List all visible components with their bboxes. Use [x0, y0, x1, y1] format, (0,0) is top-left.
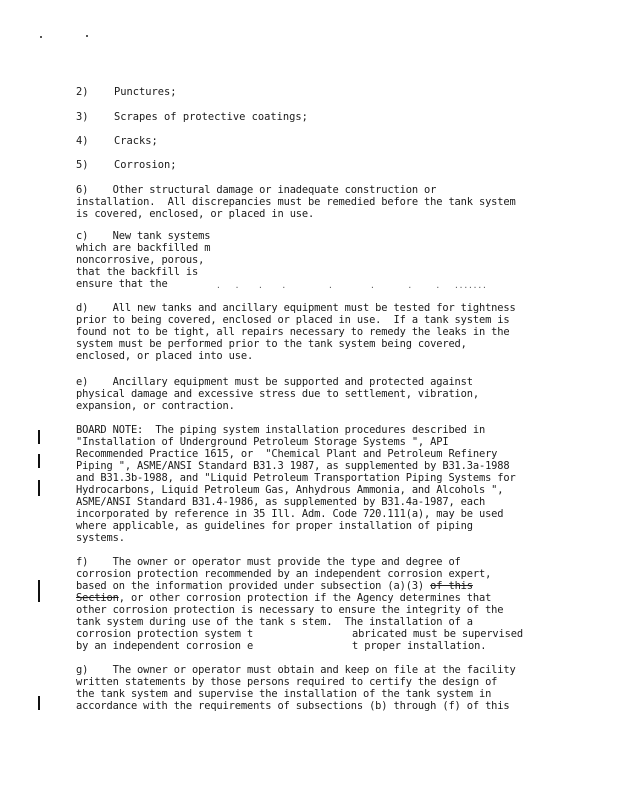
revision-bar [38, 580, 40, 602]
revision-bar [38, 480, 40, 496]
scan-speck [86, 35, 88, 37]
list-item-text: Scrapes of protective coatings; [114, 111, 308, 123]
paragraph-e-line: e) Ancillary equipment must be supported and protected against [76, 376, 473, 388]
paragraph-6-line: is covered, enclosed, or placed in use. [76, 208, 315, 220]
paragraph-d-line: found not to be tight, all repairs necessary to remedy the leaks in the [76, 326, 510, 338]
revision-bar [38, 430, 40, 444]
list-item-text: Cracks; [114, 135, 158, 147]
board-note-line: where applicable, as guidelines for proper installation of piping [76, 520, 473, 532]
list-item-number: 3) [76, 111, 89, 123]
paragraph-f-text: , or other corrosion protection if the Agency determines that [118, 592, 492, 604]
paragraph-f-line: f) The owner or operator must provide the type and degree of [76, 556, 461, 568]
paragraph-f-line: other corrosion protection is necessary to ensure the integrity of the [76, 604, 504, 616]
paragraph-c-line: ensure that the [76, 278, 168, 290]
paragraph-f-line: by an independent corrosion e [76, 640, 254, 652]
board-note-line: BOARD NOTE: The piping system installation procedures described in [76, 424, 486, 436]
scan-speck [40, 36, 42, 38]
paragraph-d-line: system must be performed prior to the tank system being covered, [76, 338, 467, 350]
paragraph-f-line: t proper installation. [352, 640, 487, 652]
paragraph-g-line: g) The owner or operator must obtain and keep on file at the facility [76, 664, 516, 676]
board-note-line: and B31.3b-1988, and "Liquid Petroleum Transportation Piping Systems for [76, 472, 516, 484]
paragraph-f-line: corrosion protection recommended by an independent corrosion expert, [76, 568, 492, 580]
struck-text: Section [76, 592, 119, 604]
paragraph-e-line: physical damage and excessive stress due to settlement, vibration, [76, 388, 479, 400]
paragraph-f-line: tank system during use of the tank s stem. The installation of a [76, 616, 473, 628]
struck-text: of this [430, 580, 473, 592]
paragraph-c-line: which are backfilled m [76, 242, 211, 254]
board-note-line: Piping ", ASME/ANSI Standard B31.3 1987, as supplemented by B31.3a-1988 [76, 460, 510, 472]
paragraph-g-line: accordance with the requirements of subsections (b) through (f) of this [76, 700, 510, 712]
board-note-line: systems. [76, 532, 125, 544]
paragraph-c-line: that the backfill is [76, 266, 199, 278]
paragraph-f-line: abricated must be supervised [352, 628, 523, 640]
paragraph-c-faded-tail: . . . . . . . . ....... [216, 281, 487, 290]
board-note-line: ASME/ANSI Standard B31.4-1986, as supplemented by B31.4a-1987, each [76, 496, 486, 508]
paragraph-6-line: 6) Other structural damage or inadequate construction or [76, 184, 437, 196]
paragraph-f-line: corrosion protection system t [76, 628, 254, 640]
paragraph-d-line: d) All new tanks and ancillary equipment must be tested for tightness [76, 302, 516, 314]
revision-bar [38, 696, 40, 710]
board-note-line: Hydrocarbons, Liquid Petroleum Gas, Anhydrous Ammonia, and Alcohols ", [76, 484, 504, 496]
paragraph-f-text: based on the information provided under subsection (a)(3) [76, 580, 431, 592]
paragraph-f-line [76, 592, 491, 604]
board-note-line: "Installation of Underground Petroleum Storage Systems ", API [76, 436, 449, 448]
paragraph-g-line: written statements by those persons required to certify the design of [76, 676, 498, 688]
paragraph-6-line: installation. All discrepancies must be remedied before the tank system [76, 196, 516, 208]
paragraph-d-line: prior to being covered, enclosed or placed in use. If a tank system is [76, 314, 510, 326]
paragraph-f-line [76, 580, 473, 592]
paragraph-c-line: noncorrosive, porous, [76, 254, 205, 266]
list-item-text: Punctures; [114, 86, 177, 98]
paragraph-d-line: enclosed, or placed into use. [76, 350, 254, 362]
list-item-number: 4) [76, 135, 89, 147]
paragraph-c-line: c) New tank systems [76, 230, 211, 242]
list-item-text: Corrosion; [114, 159, 177, 171]
paragraph-g-line: the tank system and supervise the installation of the tank system in [76, 688, 492, 700]
list-item-number: 5) [76, 159, 89, 171]
board-note-line: incorporated by reference in 35 Ill. Adm. Code 720.111(a), may be used [76, 508, 504, 520]
list-item-number: 2) [76, 86, 89, 98]
revision-bar [38, 454, 40, 468]
board-note-line: Recommended Practice 1615, or "Chemical Plant and Petroleum Refinery [76, 448, 498, 460]
paragraph-e-line: expansion, or contraction. [76, 400, 235, 412]
